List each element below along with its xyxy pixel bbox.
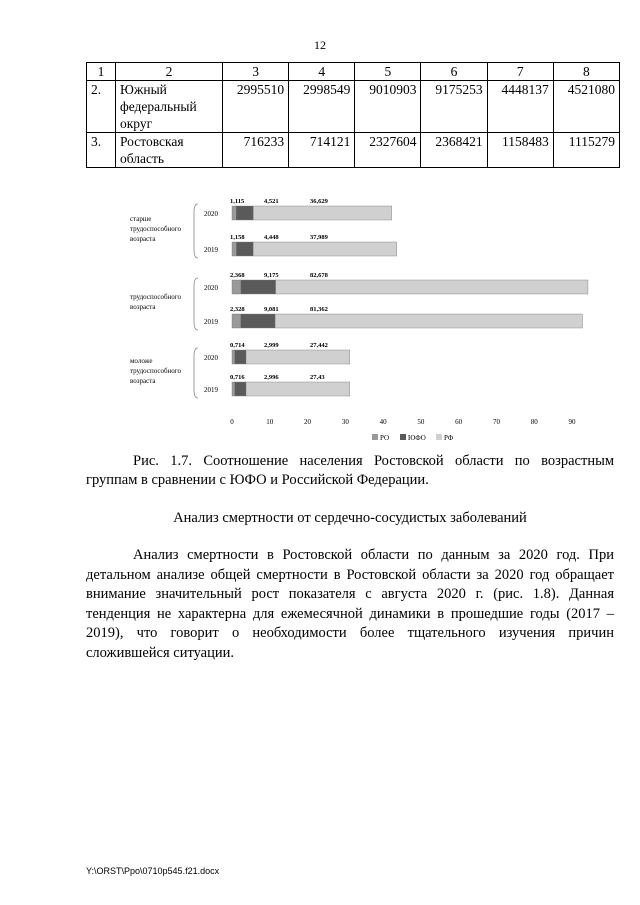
legend-label: РФ <box>444 434 454 442</box>
data-label: 9,081 <box>264 306 279 313</box>
group-label: возраста <box>130 235 156 243</box>
bar-segment-рф <box>275 314 582 328</box>
group-label: возраста <box>130 303 156 311</box>
data-label: 0,714 <box>230 342 245 349</box>
figure-caption: Рис. 1.7. Соотношение населения Ростовской области по возрастным группам в сравнении с ЮФО и Российской Федерации. <box>86 453 614 488</box>
group-label: моложе <box>130 357 153 365</box>
value-cell: 2995510 <box>223 81 289 133</box>
bar-segment-рф <box>246 350 350 364</box>
header-cell: 5 <box>355 63 421 81</box>
age-groups-chart <box>120 190 590 455</box>
group-label: возраста <box>130 377 156 385</box>
x-tick-label: 60 <box>455 418 463 426</box>
header-cell: 7 <box>487 63 553 81</box>
value-cell: 9175253 <box>421 81 487 133</box>
value-cell: 2327604 <box>355 133 421 168</box>
x-tick-label: 70 <box>492 418 500 426</box>
year-label: 2020 <box>204 284 218 292</box>
page-number: 12 <box>314 38 326 52</box>
x-tick-label: 30 <box>341 418 349 426</box>
data-label: 27,43 <box>310 374 325 381</box>
value-cell: 4521080 <box>553 81 619 133</box>
group-bracket <box>194 348 198 398</box>
x-tick-label: 20 <box>304 418 312 426</box>
value-cell: 716233 <box>223 133 289 168</box>
data-label: 82,678 <box>310 272 328 279</box>
data-label: 2,368 <box>230 272 245 279</box>
data-label: 1,115 <box>230 198 245 205</box>
group-bracket <box>194 204 198 258</box>
x-tick-label: 40 <box>379 418 387 426</box>
data-label: 1,158 <box>230 234 245 241</box>
data-label: 0,716 <box>230 374 245 381</box>
data-label: 37,989 <box>310 234 328 241</box>
year-label: 2020 <box>204 210 218 218</box>
region-name: Ростовская область <box>116 133 223 168</box>
bar-segment-ро <box>232 280 241 294</box>
data-label: 2,999 <box>264 342 279 349</box>
bar-segment-рф <box>253 206 391 220</box>
row-number: 2. <box>87 81 116 133</box>
header-cell: 2 <box>116 63 223 81</box>
population-table <box>86 62 620 168</box>
group-label: трудоспособного <box>130 225 181 233</box>
value-cell: 2998549 <box>289 81 355 133</box>
data-label: 4,521 <box>264 198 279 205</box>
bar-segment-рф <box>276 280 588 294</box>
bar-segment-юфо <box>236 206 253 220</box>
year-label: 2019 <box>204 246 218 254</box>
data-label: 4,448 <box>264 234 279 241</box>
x-tick-label: 80 <box>530 418 538 426</box>
bar-segment-юфо <box>235 350 246 364</box>
group-label: старше <box>130 215 152 223</box>
region-name: Южный федеральный округ <box>116 81 223 133</box>
bar-segment-рф <box>253 242 397 256</box>
bar-segment-ро <box>232 314 241 328</box>
file-path-footer: Y:\ORST\Ppo\0710p545.f21.docx <box>86 866 220 876</box>
bar-segment-ро <box>232 206 236 220</box>
value-cell: 1158483 <box>487 133 553 168</box>
header-cell: 6 <box>421 63 487 81</box>
row-number: 3. <box>87 133 116 168</box>
group-label: трудоспособного <box>130 367 181 375</box>
data-label: 36,629 <box>310 198 328 205</box>
legend-swatch <box>436 434 442 440</box>
x-tick-label: 0 <box>230 418 234 426</box>
legend-swatch <box>372 434 378 440</box>
value-cell: 2368421 <box>421 133 487 168</box>
group-bracket <box>194 278 198 330</box>
legend-label: РО <box>380 434 390 442</box>
bar-segment-ро <box>232 350 235 364</box>
header-cell: 1 <box>87 63 116 81</box>
bar-segment-юфо <box>236 242 253 256</box>
header-cell: 4 <box>289 63 355 81</box>
section-heading: Анализ смертности от сердечно-сосудистых заболеваний <box>173 510 527 526</box>
header-cell: 8 <box>553 63 619 81</box>
year-label: 2019 <box>204 386 218 394</box>
bar-segment-юфо <box>241 314 275 328</box>
table-header-row <box>87 63 620 81</box>
bar-segment-рф <box>246 382 350 396</box>
header-cell: 3 <box>223 63 289 81</box>
bar-segment-ро <box>232 382 235 396</box>
data-label: 27,442 <box>310 342 328 349</box>
group-label: трудоспособного <box>130 293 181 301</box>
bar-segment-ро <box>232 242 236 256</box>
x-tick-label: 90 <box>568 418 576 426</box>
table-row <box>87 133 620 168</box>
data-label: 81,362 <box>310 306 328 313</box>
data-label: 2,328 <box>230 306 245 313</box>
bar-segment-юфо <box>235 382 246 396</box>
data-label: 2,996 <box>264 374 279 381</box>
data-label: 9,175 <box>264 272 279 279</box>
value-cell: 9010903 <box>355 81 421 133</box>
chart-svg <box>120 190 590 450</box>
table-row <box>87 81 620 133</box>
value-cell: 714121 <box>289 133 355 168</box>
legend-swatch <box>400 434 406 440</box>
value-cell: 1115279 <box>553 133 619 168</box>
x-tick-label: 50 <box>417 418 425 426</box>
x-tick-label: 10 <box>266 418 274 426</box>
value-cell: 4448137 <box>487 81 553 133</box>
year-label: 2019 <box>204 318 218 326</box>
body-paragraph: Анализ смертности в Ростовской области по данным за 2020 год. При детальном анализе общей смертности в Ростовской области за 2020 год обращает внимание значительный рост показателя с августа 2020 г. (рис. 1.8). Данная тенденция не характерна для ежемесячной динамики в прошедшие годы (2017 – 2019), что говорит о необходимости более тщательного изучения причин сложившейся ситуации. <box>86 547 614 661</box>
bar-segment-юфо <box>241 280 276 294</box>
legend-label: ЮФО <box>408 434 426 442</box>
year-label: 2020 <box>204 354 218 362</box>
